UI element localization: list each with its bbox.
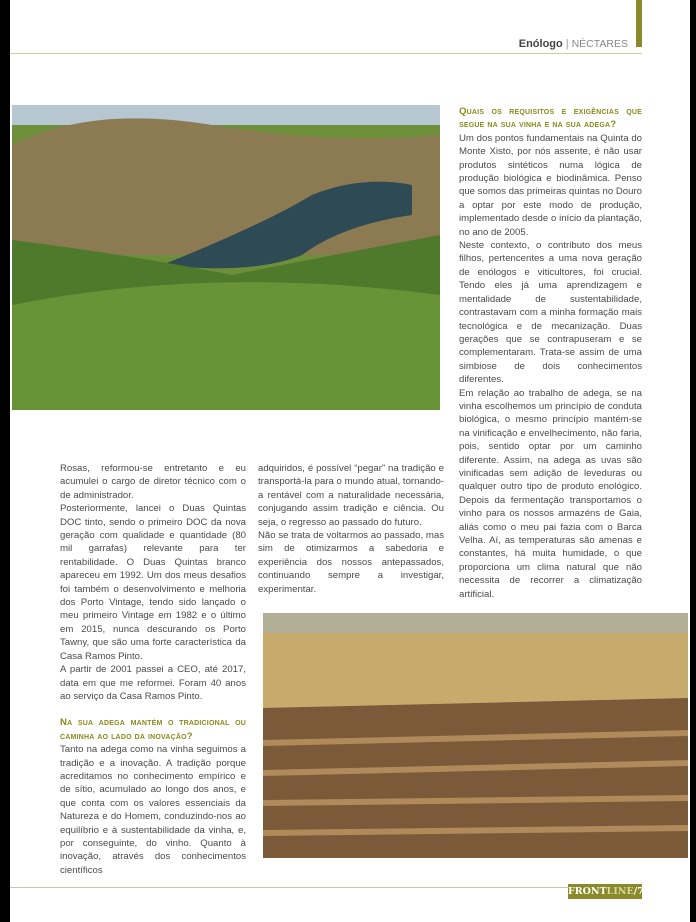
brand-front: FRONT xyxy=(568,886,607,897)
brand-line: LINE xyxy=(606,886,634,897)
paragraph: Tanto na adega como na vinha seguimos a tradição e a inovação. A tradição porque acreditamos no conhecimento empírico e de sítio, acumulado ao longo dos anos, e que conta com os valores essenciais da Natureza e do Homem, conduzindo-nos ao equilíbrio e à sustentabilidade da vinha, e, por conseguinte, do vinho. Quanto à inovação, através dos conhecimentos científicos xyxy=(60,744,246,876)
question-heading: Quais os requisitos e exigências que segue na sua vinha e na sua adega? xyxy=(459,106,642,131)
paragraph: Em relação ao trabalho de adega, se na vinha escolhemos um princípio de conduta biológica, o mesmo princípio mantém-se na vinificação e envelhecimento, não faria, pois, sentido optar por um caminho diferente. Assim, na adega as uvas são vinificadas sem adição de leveduras ou qualquer outro tipo de produto enológico. Depois da fermentação transportamos o vinho para os nossos armazéns de Gaia, aliás como o meu pai fazia com o Barca Velha. Aí, as temperaturas são amenas e constantes, há muita humidade, o que proporciona um clima natural que não necessita de recorrer a climatização artificial. xyxy=(459,387,642,600)
magazine-page xyxy=(10,0,690,922)
accent-bar xyxy=(636,0,642,47)
running-header xyxy=(519,38,628,50)
spacer xyxy=(60,703,246,716)
article-column-right xyxy=(459,105,642,601)
page-number-badge xyxy=(568,884,651,899)
header-subsection: NÉCTARES xyxy=(571,38,628,50)
question-heading: Na sua adega mantém o tradicional ou caminha ao lado da inovação? xyxy=(60,717,246,742)
paragraph: Rosas, reformou-se entretanto e eu acumulei o cargo de diretor técnico com o de administrador. xyxy=(60,463,246,501)
header-rule xyxy=(10,53,642,54)
header-section: Enólogo xyxy=(518,38,563,50)
paragraph: Neste contexto, o contributo dos meus filhos, pertencentes a uma nova geração de enólogos e viticultores, foi crucial. Tendo eles já uma aprendizagem e mentalidade de sustentabilidade, contrastavam com a minha formação mais tecnológica e de mecanização. Duas gerações que se contrapuseram e se complementaram. Trata-se assim de uma simbiose de dois conhecimentos diferentes. xyxy=(459,240,642,386)
header-separator: | xyxy=(565,38,569,50)
paragraph: Um dos pontos fundamentais na Quinta do Monte Xisto, por nós assente, é não usar produtos sintéticos numa lógica de produção biológica e biodinâmica. Penso que somos das primeiras quintas no Douro a optar por este modo de produção, implementado desde o início da plantação, no ano de 2005. xyxy=(459,132,642,238)
douro-vineyard-photo xyxy=(12,105,440,410)
paragraph: Posteriormente, lancei o Duas Quintas DOC tinto, sendo o primeiro DOC da nova geração com qualidade e quantidade (80 mil garrafas) relevante para ter rentabilidade. O Duas Quintas branco apareceu em 1992. Um dos meus desafios foi também o desenvolvimento e melhoria dos Porto Vintage, tendo sido lançado o meu primeiro Vintage em 1982 e o último em 2015, nunca descurando os Porto Tawny, que são uma forte característica da Casa Ramos Pinto. xyxy=(60,503,246,662)
article-column-left xyxy=(60,462,246,877)
footer-rule xyxy=(10,887,570,888)
paragraph: A partir de 2001 passei a CEO, até 2017, data em que me reformei. Foram 40 anos ao serviço da Casa Ramos Pinto. xyxy=(60,664,246,702)
schist-soil-photo xyxy=(263,613,688,858)
paragraph: Não se trata de voltarmos ao passado, mas sim de otimizarmos a sabedoria e experiência dos nossos antepassados, continuando sempre a investigar, experimentar. xyxy=(258,530,444,595)
article-column-middle xyxy=(258,462,444,596)
page-number: /79 xyxy=(633,886,651,897)
paragraph: adquiridos, é possível “pegar” na tradição e transportá-la para o mundo atual, tornando-a rentável com a naturalidade necessária, conjugando assim tradição e ciência. Ou seja, o regresso ao passado do futuro. xyxy=(258,463,444,528)
